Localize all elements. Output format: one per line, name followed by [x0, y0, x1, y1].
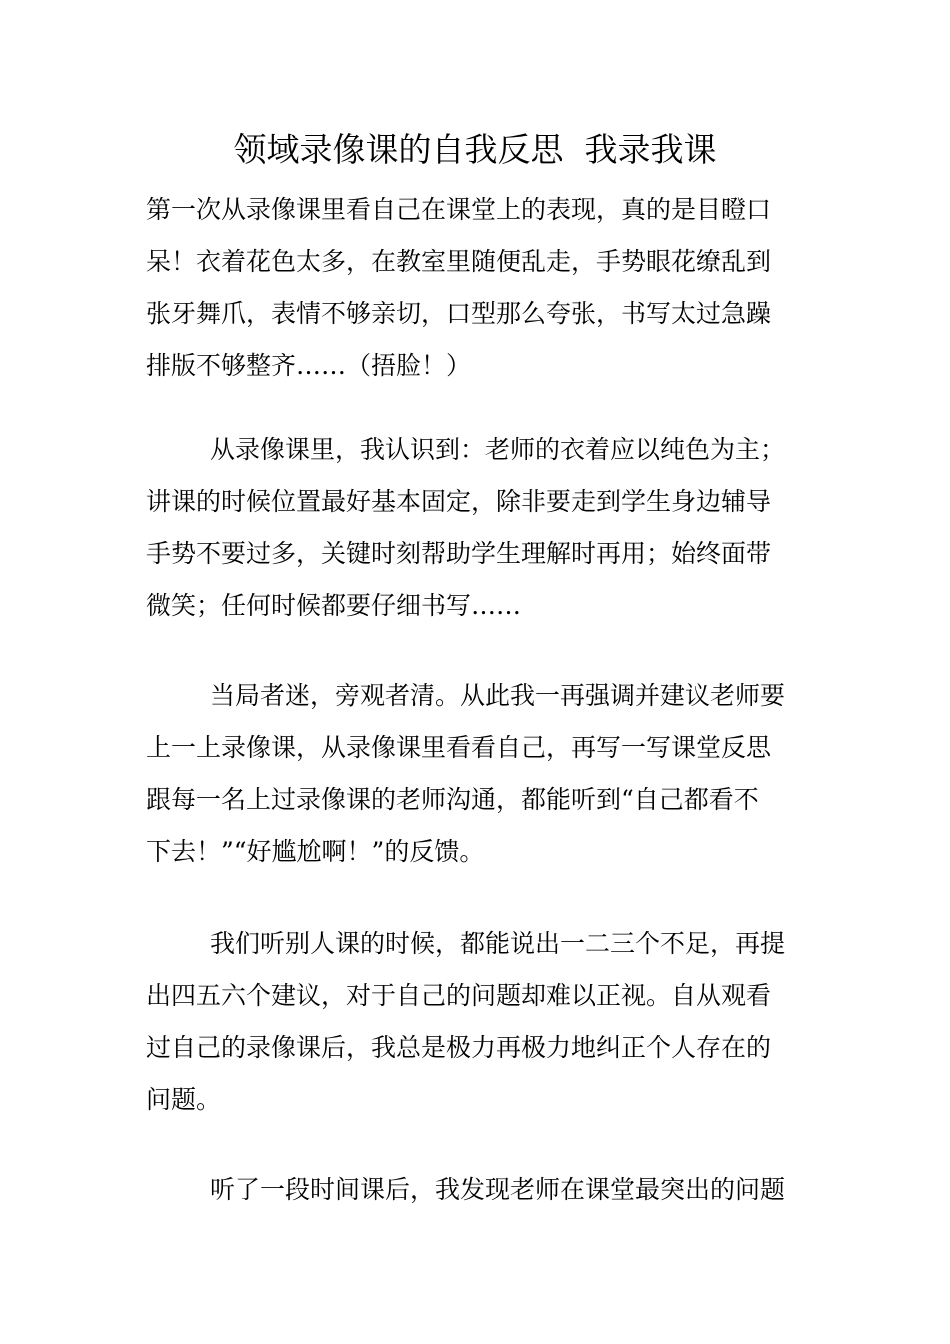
paragraph-line: 下去！”“好尴尬啊！”的反馈。 [146, 837, 485, 866]
paragraph-line: 微笑；任何时候都要仔细书写…… [146, 591, 522, 620]
paragraph-line: 出四五六个建议，对于自己的问题却难以正视。自从观看 [146, 981, 772, 1010]
paragraph-2 [146, 424, 806, 632]
paragraph-line: 我们听别人课的时候，都能说出一二三个不足，再提 [210, 929, 786, 958]
paragraph-line: 上一上录像课，从录像课里看看自己，再写一写课堂反思 [146, 733, 772, 762]
paragraph-4 [146, 918, 806, 1126]
paragraph-line: 当局者迷，旁观者清。从此我一再强调并建议老师要 [210, 681, 786, 710]
paragraph-line: 排版不够整齐……（捂脸！） [146, 351, 472, 380]
paragraph-line: 张牙舞爪，表情不够亲切，口型那么夸张，书写太过急躁 [146, 299, 772, 328]
paragraph-line: 讲课的时候位置最好基本固定，除非要走到学生身边辅导 [146, 487, 772, 516]
paragraph-line: 跟每一名上过录像课的老师沟通，都能听到“自己都看不 [146, 785, 759, 814]
paragraph-5 [146, 1164, 806, 1216]
paragraph-line: 呆！衣着花色太多，在教室里随便乱走，手势眼花缭乱到 [146, 247, 772, 276]
paragraph-1 [146, 184, 806, 392]
paragraph-3 [146, 670, 806, 878]
paragraph-line: 从录像课里，我认识到：老师的衣着应以纯色为主； [210, 435, 786, 464]
paragraph-line: 第一次从录像课里看自己在课堂上的表现，真的是目瞪口 [146, 195, 772, 224]
paragraph-line: 听了一段时间课后，我发现老师在课堂最突出的问题 [210, 1175, 786, 1204]
document-title: 领域录像课的自我反思 我录我课 [233, 130, 717, 169]
paragraph-line: 过自己的录像课后，我总是极力再极力地纠正个人存在的 [146, 1033, 772, 1062]
paragraph-line: 手势不要过多，关键时刻帮助学生理解时再用；始终面带 [146, 539, 772, 568]
paragraph-line: 问题。 [146, 1085, 222, 1114]
